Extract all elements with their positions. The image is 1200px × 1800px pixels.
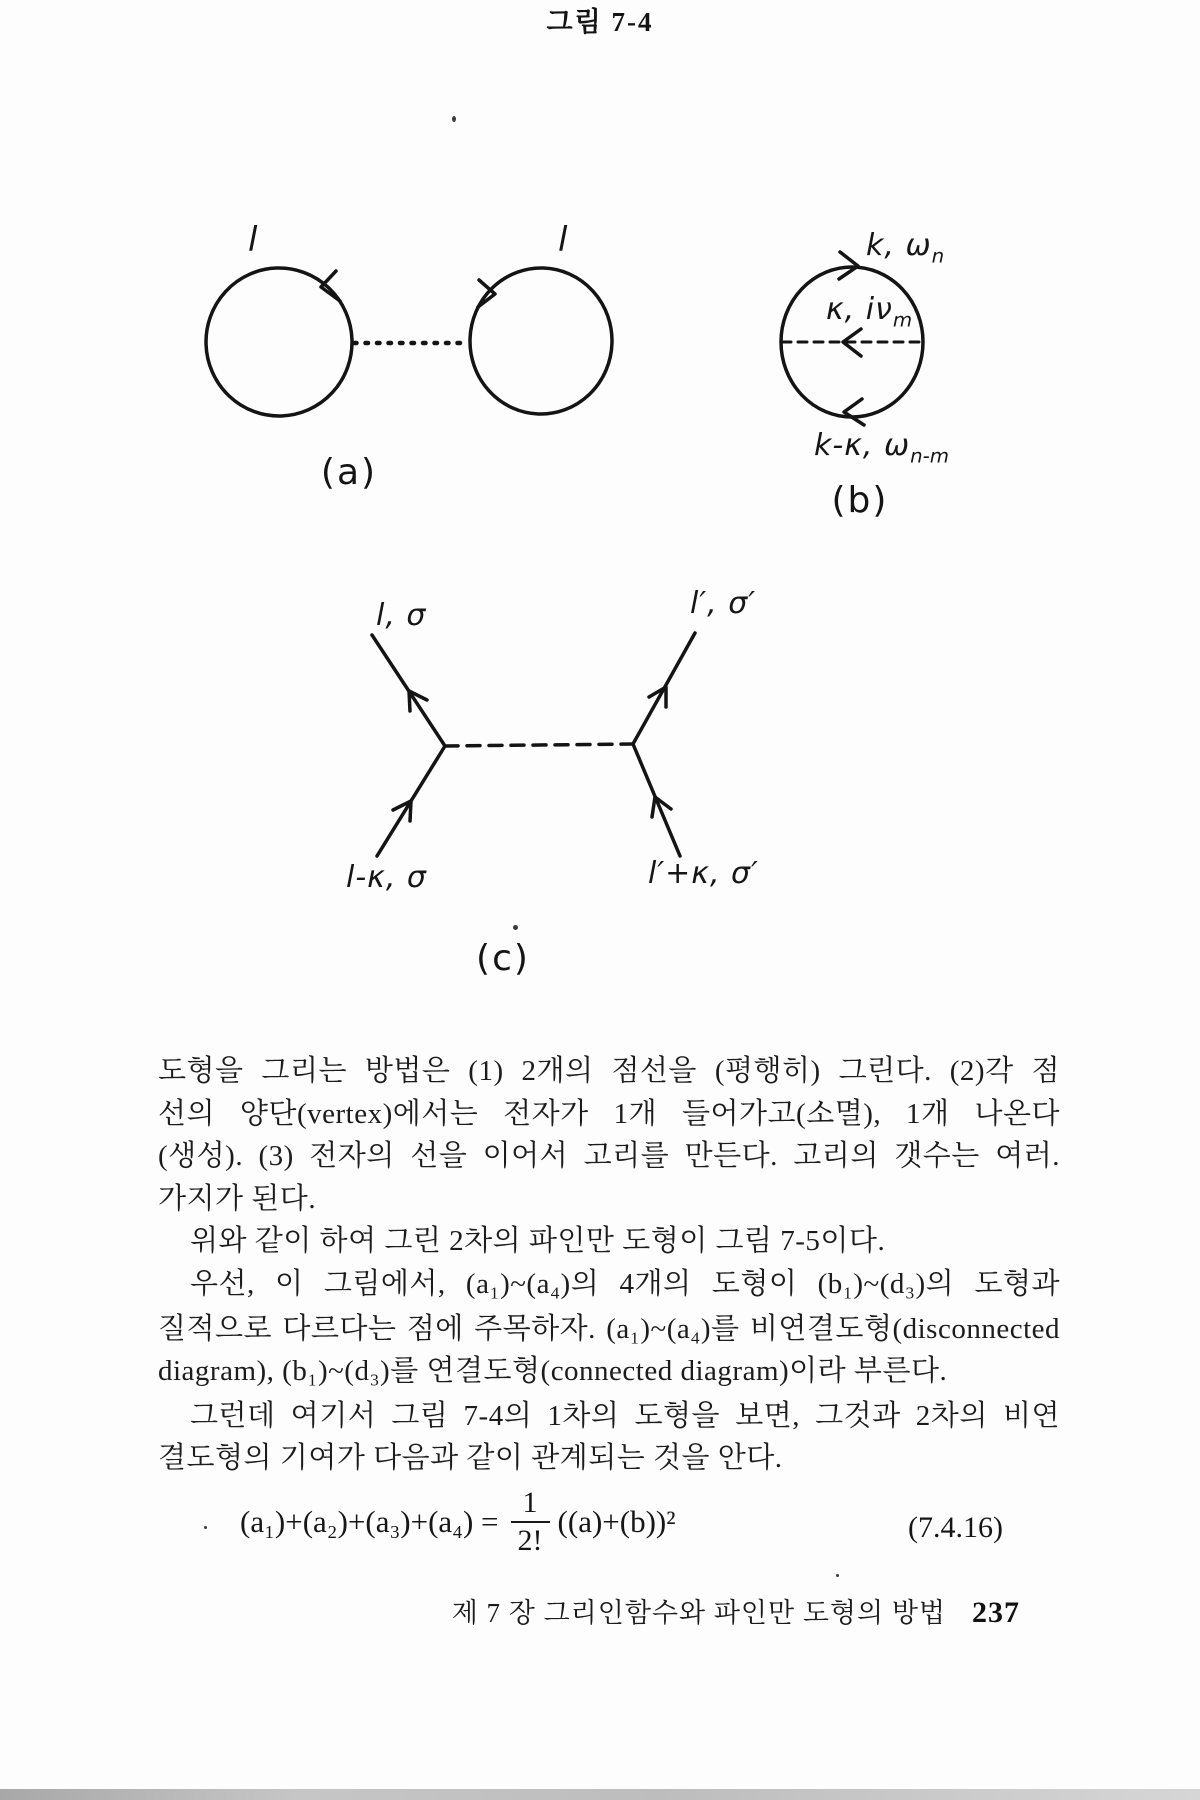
- external-line-label-bottom-left: l-κ, σ: [346, 860, 427, 895]
- body-line: 우선, 이 그림에서, (a₁)~(a₄)의 4개의 도형이 (b₁)~(d₃)의 도형과: [190, 1268, 1060, 1300]
- fraction-denominator: 2!: [517, 1524, 543, 1557]
- arrowhead: [844, 399, 864, 425]
- external-line-label-bottom-right: l′+κ, σ′: [648, 856, 759, 891]
- body-line: 도형을 그리는 방법은 (1) 2개의 점선을 (평행히) 그린다. (2)각 점: [158, 1055, 1060, 1087]
- momentum-label-bottom: [814, 428, 949, 468]
- equation-rhs: ((a)+(b))²: [557, 1504, 676, 1539]
- scanner-edge-shadow: [0, 1789, 1200, 1800]
- external-line-label-top-right: l′, σ′: [690, 586, 757, 621]
- label-main: k, ω: [866, 228, 932, 263]
- body-line: 그런데 여기서 그림 7-4의 1차의 도형을 보면, 그것과 2차의 비연: [190, 1400, 1060, 1432]
- body-line: 결도형의 기여가 다음과 같이 관계되는 것을 안다.: [158, 1442, 783, 1474]
- body-line: 가지가 된다.: [158, 1183, 317, 1215]
- diagram-c-caption: (c): [476, 938, 530, 979]
- arrowhead: [652, 797, 671, 817]
- arrowhead: [649, 687, 666, 707]
- arrowhead: [478, 280, 495, 307]
- external-line-label-top-left: l, σ: [376, 598, 427, 633]
- scan-speck: [452, 116, 456, 122]
- diagram-a-caption: (a): [320, 452, 378, 493]
- page-number: 237: [972, 1596, 1020, 1629]
- chapter-title: 제 7 장 그리인함수와 파인만 도형의 방법: [451, 1598, 946, 1628]
- body-line: 위와 같이 하여 그린 2차의 파인만 도형이 그림 7-5이다.: [190, 1225, 886, 1257]
- label-subscript: n: [931, 244, 945, 268]
- diagram-b-caption: (b): [831, 480, 889, 521]
- arrowhead: [839, 252, 858, 279]
- equation-number: (7.4.16): [908, 1511, 1003, 1544]
- equation-fraction: [511, 1488, 550, 1556]
- momentum-label-middle: [826, 292, 912, 332]
- scan-speck: [513, 925, 518, 930]
- label-subscript: m: [892, 308, 913, 332]
- diagram-b-bubble: [781, 252, 923, 425]
- fraction-numerator: 1: [511, 1488, 550, 1523]
- label-subscript: n-m: [910, 444, 950, 468]
- equation-lhs: (a₁)+(a₂)+(a₃)+(a₄) =: [240, 1504, 499, 1539]
- equation-7-4-16: [240, 1488, 676, 1556]
- arrowhead: [843, 329, 861, 356]
- body-line: (생성). (3) 전자의 선을 이어서 고리를 만든다. 고리의 갯수는 여러.: [158, 1140, 1060, 1172]
- arrowhead: [321, 271, 340, 301]
- arrowhead: [393, 801, 411, 821]
- figure-caption: 그림 7-4: [546, 7, 654, 37]
- label-main: κ, iν: [826, 292, 893, 327]
- diagram-c-exchange: [372, 633, 695, 856]
- body-line: diagram), (b₁)~(d₃)를 연결도형(connected diagram)이라 부른다.: [158, 1355, 948, 1387]
- page-footer: [0, 1591, 1020, 1630]
- diagram-a-loops: [203, 265, 614, 418]
- body-line: 선의 양단(vertex)에서는 전자가 1개 들어가고(소멸), 1개 나온다: [158, 1098, 1060, 1130]
- scan-speck: [204, 1526, 207, 1529]
- scan-speck: [836, 1574, 839, 1577]
- loop-momentum-label-right: l: [558, 220, 569, 260]
- momentum-label-top: [866, 228, 944, 268]
- loop-momentum-label-left: l: [248, 220, 259, 260]
- arrowhead: [409, 691, 427, 711]
- label-main: k-κ, ω: [814, 428, 911, 463]
- body-line: 질적으로 다르다는 점에 주목하자. (a₁)~(a₄)를 비연결도형(disconnected: [158, 1313, 1060, 1345]
